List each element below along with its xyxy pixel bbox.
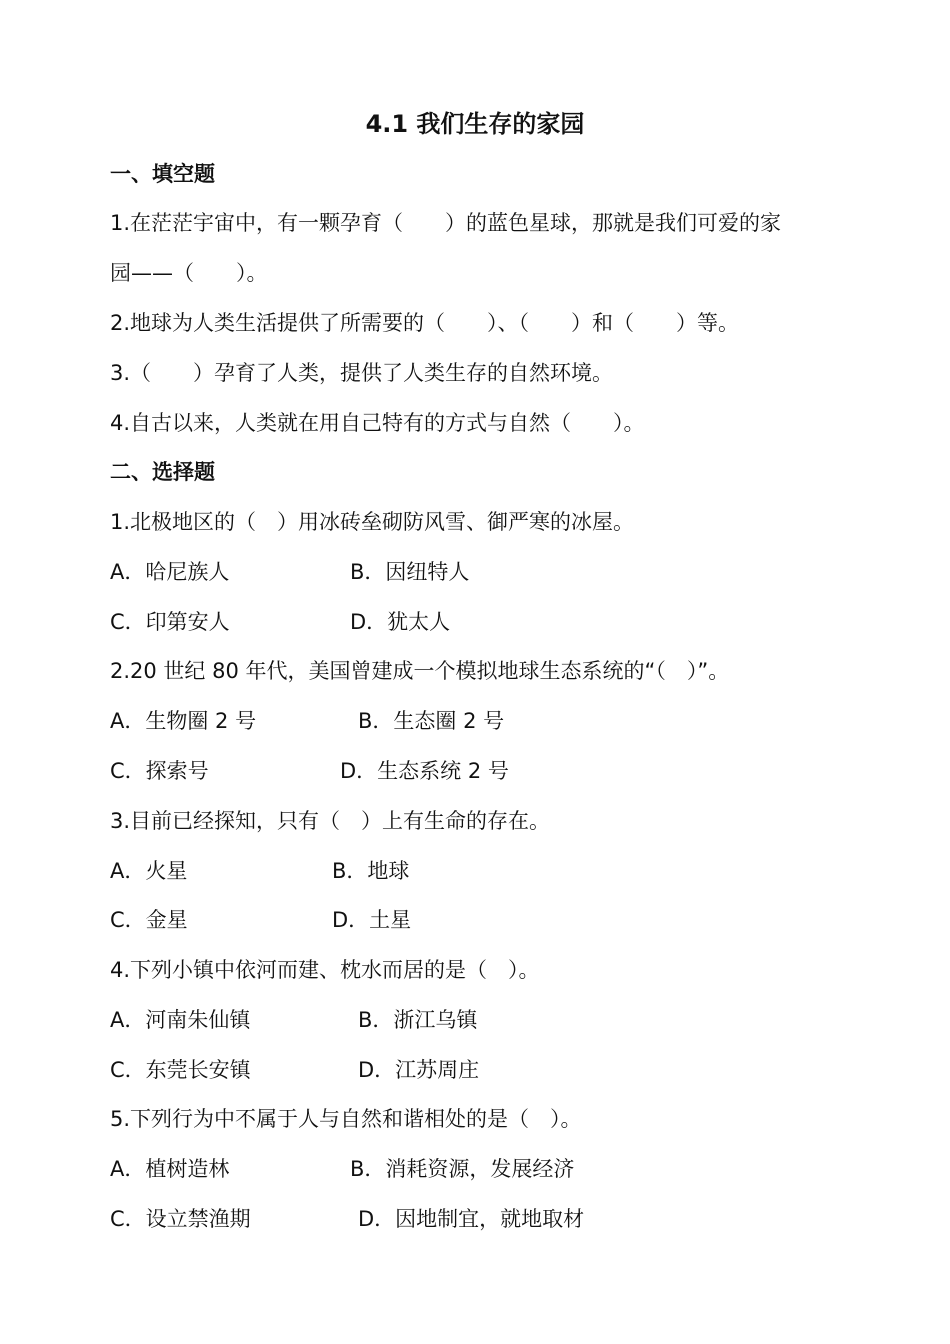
choice-question-1-stem: 1.北极地区的（ ）用冰砖垒砌防风雪、御严寒的冰屋。	[110, 510, 635, 534]
fill-question-4: 4.自古以来，人类就在用自己特有的方式与自然（ ）。	[110, 411, 645, 435]
choice-question-3-stem: 3.目前已经探知，只有（ ）上有生命的存在。	[110, 809, 551, 833]
choice-question-3-option-b: B．地球	[332, 859, 410, 883]
choice-question-2-stem: 2.20 世纪 80 年代，美国曾建成一个模拟地球生态系统的“（ ）”。	[110, 659, 730, 683]
choice-question-4-option-d: D．江苏周庄	[358, 1058, 480, 1082]
choice-question-5-option-c: C．设立禁渔期	[110, 1207, 251, 1231]
section-heading-fill-blank: 一、填空题	[110, 162, 215, 186]
choice-question-1-option-d: D．犹太人	[350, 610, 451, 634]
fill-question-1-line-1: 1.在茫茫宇宙中，有一颗孕育（ ）的蓝色星球，那就是我们可爱的家	[110, 211, 782, 235]
choice-question-1-option-c: C．印第安人	[110, 610, 230, 634]
choice-question-3-option-d: D．土星	[332, 908, 412, 932]
fill-question-3: 3.（ ）孕育了人类，提供了人类生存的自然环境。	[110, 361, 614, 385]
choice-question-4-stem: 4.下列小镇中依河而建、枕水而居的是（ ）。	[110, 958, 540, 982]
choice-question-5-option-d: D．因地制宜，就地取材	[358, 1207, 585, 1231]
page-title: 4.1 我们生存的家园	[365, 110, 585, 138]
choice-question-1-option-a: A．哈尼族人	[110, 560, 230, 584]
choice-question-3-option-c: C．金星	[110, 908, 188, 932]
choice-question-4-option-c: C．东莞长安镇	[110, 1058, 251, 1082]
choice-question-2-option-c: C．探索号	[110, 759, 209, 783]
fill-question-2: 2.地球为人类生活提供了所需要的（ ）、（ ）和（ ）等。	[110, 311, 740, 335]
choice-question-1-option-b: B．因纽特人	[350, 560, 470, 584]
choice-question-4-option-a: A．河南朱仙镇	[110, 1008, 251, 1032]
choice-question-5-option-b: B．消耗资源，发展经济	[350, 1157, 575, 1181]
choice-question-3-option-a: A．火星	[110, 859, 188, 883]
choice-question-2-option-b: B．生态圈 2 号	[358, 709, 505, 733]
choice-question-2-option-d: D．生态系统 2 号	[340, 759, 509, 783]
choice-question-5-stem: 5.下列行为中不属于人与自然和谐相处的是（ ）。	[110, 1107, 582, 1131]
choice-question-5-option-a: A．植树造林	[110, 1157, 230, 1181]
choice-question-4-option-b: B．浙江乌镇	[358, 1008, 478, 1032]
section-heading-choice: 二、选择题	[110, 460, 215, 484]
fill-question-1-line-2: 园——（ ）。	[110, 261, 268, 285]
choice-question-2-option-a: A．生物圈 2 号	[110, 709, 257, 733]
